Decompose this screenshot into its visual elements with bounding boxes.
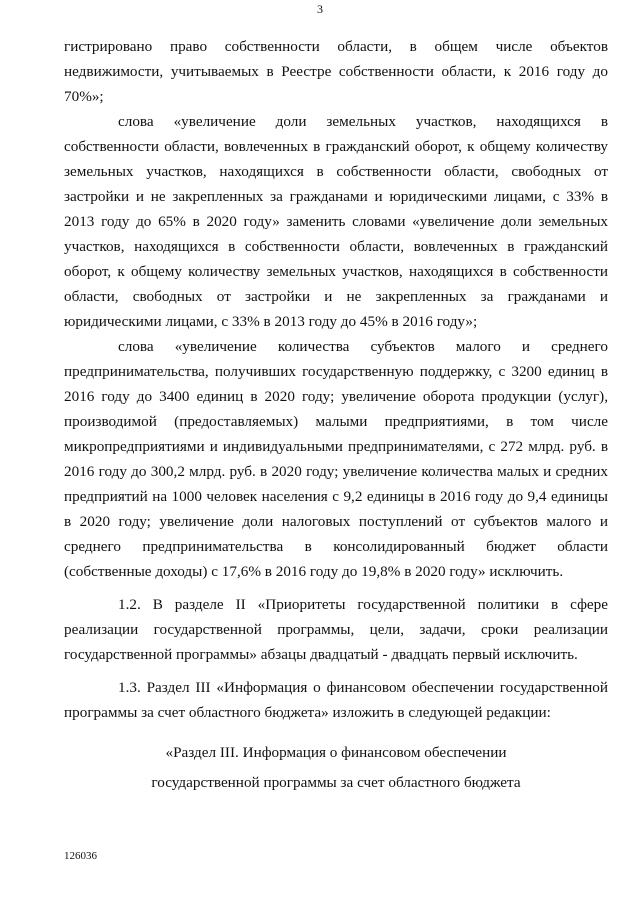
section-heading-line-2: государственной программы за счет областного бюджета <box>151 774 521 791</box>
paragraph-item-1-2: 1.2. В разделе II «Приоритеты государственной политики в сфере реализации государственной программы, цели, задачи, сроки реализации государственной программы» абзацы двадцатый - двадцать первый исключить. <box>64 596 608 663</box>
section-heading-line-1: «Раздел III. Информация о финансовом обеспечении <box>165 744 507 761</box>
document-body <box>64 34 608 797</box>
page-number: 3 <box>317 2 323 16</box>
paragraph-continuation: гистрировано право собственности области, в общем числе объектов недвижимости, учитываемых в Реестре собственности области, к 2016 году до 70%»; <box>64 38 608 105</box>
paragraph-land-plots: слова «увеличение доли земельных участков, находящихся в собственности области, вовлеченных в гражданский оборот, к общему количеству земельных участков, находящихся в собственности области, свободных от застройки и не закрепленных за гражданами и юридическими лицами, с 33% в 2013 году до 65% в 2020 году» заменить словами «увеличение доли земельных участков, находящихся в собственности области, вовлеченных в гражданский оборот, к общему количеству земельных участков, находящихся в собственности области, свободных от застройки и не закрепленных за гражданами и юридическими лицами, с 33% в 2013 году до 45% в 2016 году»; <box>64 113 608 330</box>
paragraph-item-1-3: 1.3. Раздел III «Информация о финансовом обеспечении государственной программы за счет областного бюджета» изложить в следующей редакции: <box>64 679 608 721</box>
section-heading <box>64 739 608 797</box>
footer-document-code: 126036 <box>64 850 97 862</box>
paragraph-small-business: слова «увеличение количества субъектов малого и среднего предпринимательства, получивших государственную поддержку, с 3200 единиц в 2016 году до 3400 единиц в 2020 году; увеличение оборота продукции (услуг), производимой (предоставляемых) малыми предприятиями, в том числе микропредприятиями и индивидуальными предпринимателями, с 272 млрд. руб. в 2016 году до 300,2 млрд. руб. в 2020 году; увеличение количества малых и средних предприятий на 1000 человек населения с 9,2 единицы в 2016 году до 9,4 единицы в 2020 году; увеличение доли налоговых поступлений от субъектов малого и среднего предпринимательства в консолидированный бюджет области (собственные доходы) с 17,6% в 2016 году до 19,8% в 2020 году» исключить. <box>64 338 608 580</box>
